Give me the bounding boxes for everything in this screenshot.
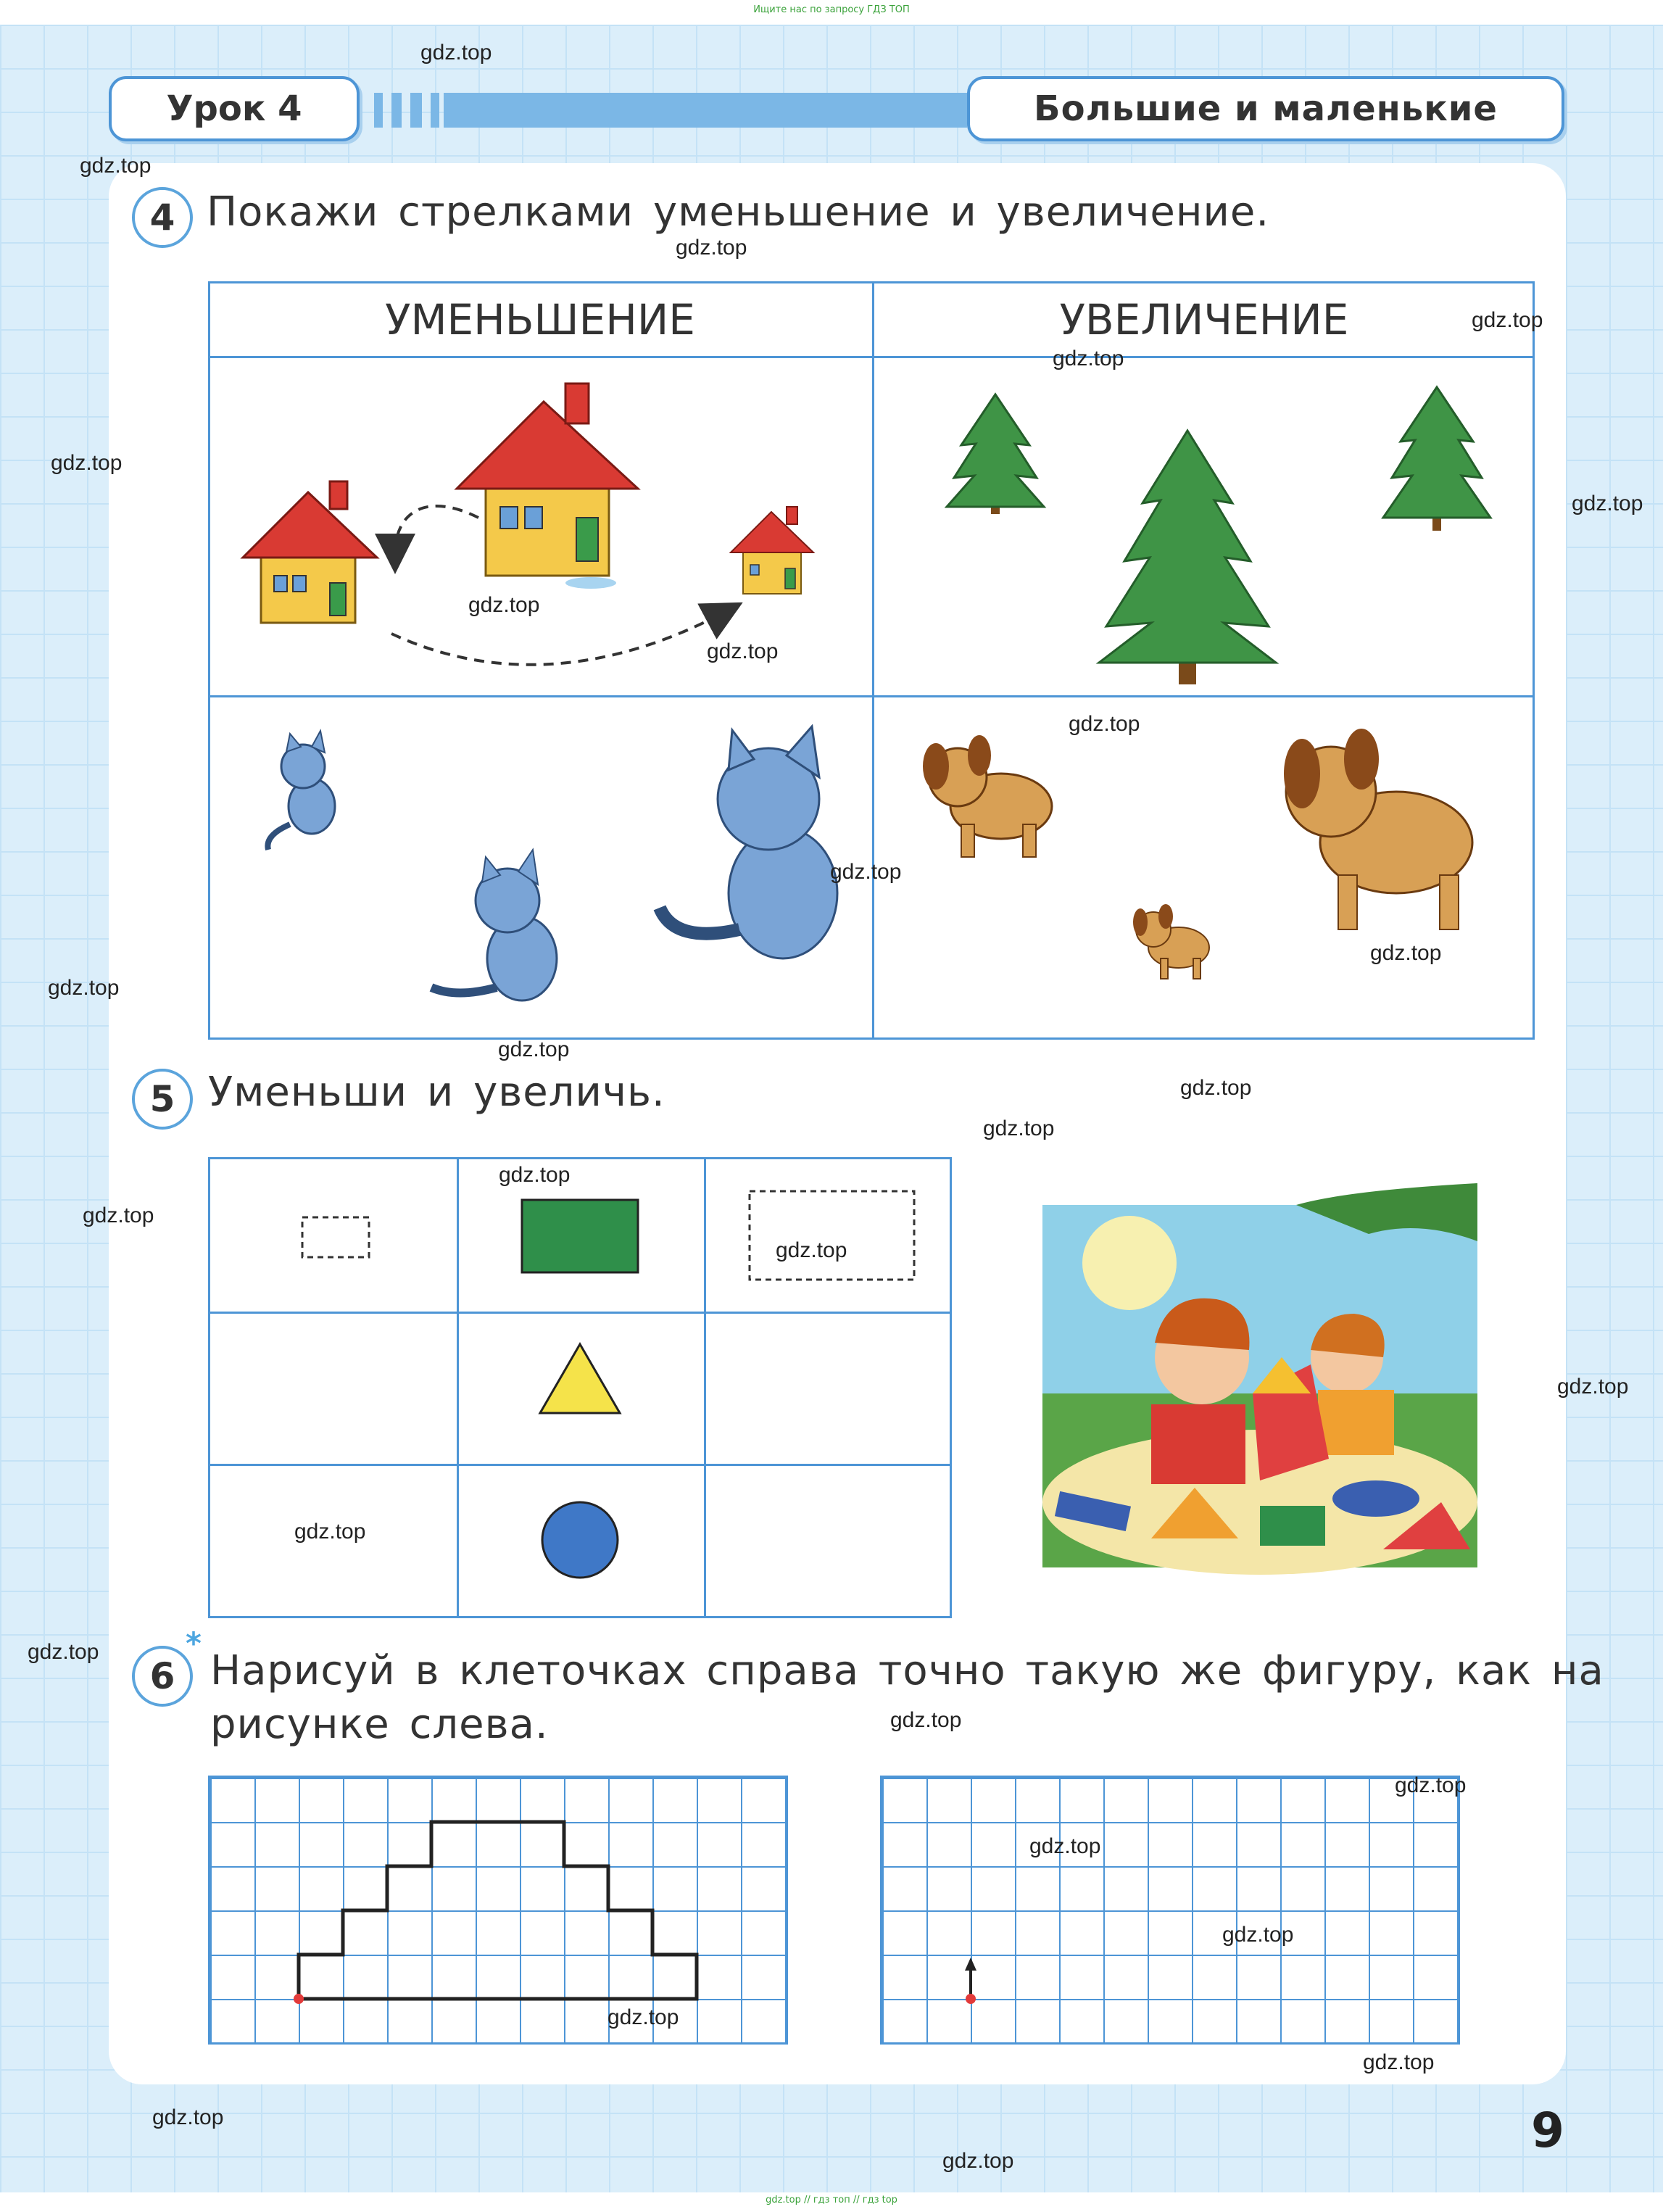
lesson-label: Урок 4	[109, 76, 360, 141]
watermark: gdz.top	[80, 154, 152, 178]
drawing-grid[interactable]	[880, 1776, 1460, 2045]
kitten-small-icon	[268, 731, 335, 850]
column-header-decrease: УМЕНЬШЕНИЕ	[385, 295, 695, 344]
header-stripe	[410, 93, 422, 128]
lesson-title: Большие и маленькие	[967, 76, 1564, 141]
arrow-decrease-icon	[395, 506, 478, 554]
header-stripe	[391, 93, 402, 128]
girl-body-icon	[1318, 1390, 1394, 1455]
bottom-note: gdz.top // гдз топ // гдз top	[766, 2195, 897, 2205]
stepped-figure-outline	[299, 1822, 697, 1999]
sample-figure	[210, 1778, 786, 2042]
watermark: gdz.top	[830, 860, 902, 884]
task-4-text: Покажи стрелками уменьшение и увеличение.	[207, 189, 1270, 236]
task-5-text: Уменьши и увеличь.	[208, 1069, 665, 1116]
small-rect-outline	[302, 1217, 369, 1257]
watermark: gdz.top	[1363, 2050, 1435, 2074]
watermark: gdz.top	[707, 639, 779, 663]
watermark: gdz.top	[1472, 308, 1543, 332]
task-6-number: 6	[132, 1646, 193, 1707]
kittens-illustration	[210, 697, 870, 1035]
watermark: gdz.top	[48, 976, 120, 1000]
watermark: gdz.top	[1069, 712, 1140, 736]
watermark: gdz.top	[1557, 1375, 1629, 1399]
asterisk-icon: *	[186, 1625, 202, 1661]
watermark: gdz.top	[942, 2149, 1014, 2173]
puppy-small-icon	[1133, 904, 1209, 979]
watermark: gdz.top	[468, 593, 540, 617]
watermark: gdz.top	[890, 1708, 962, 1732]
header-stripe	[374, 93, 383, 128]
watermark: gdz.top	[676, 236, 747, 260]
puppy-large-icon	[1284, 729, 1472, 929]
puppies-illustration	[874, 697, 1530, 1035]
watermark: gdz.top	[983, 1117, 1055, 1140]
watermark: gdz.top	[607, 2005, 679, 2029]
start-dot-icon	[966, 1994, 976, 2004]
watermark: gdz.top	[1572, 492, 1643, 515]
watermark: gdz.top	[1029, 1834, 1101, 1858]
page-number: 9	[1531, 2103, 1564, 2158]
task-5-table	[208, 1157, 952, 1618]
task-6-text-line2: рисунке слева.	[210, 1701, 549, 1748]
start-dot-icon	[294, 1994, 304, 2004]
arrow-up-icon	[965, 1958, 976, 1971]
trees-illustration	[874, 358, 1530, 693]
puppy-medium-icon	[923, 735, 1052, 857]
drawing-start	[882, 1778, 1458, 2042]
tree-small-icon	[1383, 387, 1490, 531]
children-playing-illustration	[1042, 1176, 1483, 1582]
task-6-text-line1: Нарисуй в клеточках справа точно такую же фигуру, как на	[210, 1647, 1604, 1694]
arrow-decrease-icon	[391, 612, 725, 665]
tree-large-icon	[1099, 431, 1276, 684]
watermark: gdz.top	[294, 1520, 366, 1544]
watermark: gdz.top	[1370, 941, 1442, 965]
block-icon	[1332, 1480, 1419, 1517]
watermark: gdz.top	[152, 2105, 224, 2129]
house-small-icon	[731, 507, 813, 594]
column-header-increase: УВЕЛИЧЕНИЕ	[1059, 295, 1349, 344]
task-4-table	[208, 281, 1535, 1040]
watermark: gdz.top	[1180, 1076, 1252, 1100]
watermark: gdz.top	[1395, 1773, 1467, 1797]
top-note: Ищите нас по запросу ГДЗ ТОП	[753, 4, 910, 15]
blue-circle	[542, 1502, 618, 1578]
header-bar	[444, 93, 967, 128]
large-rect-outline	[750, 1191, 914, 1280]
house-medium-icon	[243, 481, 377, 623]
watermark: gdz.top	[420, 41, 492, 65]
kitten-medium-icon	[431, 850, 557, 1001]
sample-grid	[208, 1776, 788, 2045]
watermark: gdz.top	[51, 451, 123, 475]
tree-small-icon	[947, 394, 1044, 514]
house-large-icon	[457, 384, 638, 589]
watermark: gdz.top	[28, 1640, 99, 1664]
watermark: gdz.top	[776, 1238, 847, 1262]
block-icon	[1260, 1506, 1325, 1546]
kitten-large-icon	[660, 726, 837, 958]
yellow-triangle	[540, 1344, 620, 1413]
task-4-number: 4	[132, 187, 193, 248]
watermark: gdz.top	[498, 1037, 570, 1061]
watermark: gdz.top	[83, 1204, 154, 1227]
watermark: gdz.top	[1053, 347, 1124, 370]
watermark: gdz.top	[499, 1163, 571, 1187]
watermark: gdz.top	[1222, 1923, 1294, 1947]
green-rectangle	[522, 1200, 638, 1272]
header-stripe	[431, 93, 439, 128]
boy-body-icon	[1151, 1404, 1245, 1484]
task-5-number: 5	[132, 1069, 193, 1130]
shapes-illustration	[210, 1159, 950, 1616]
